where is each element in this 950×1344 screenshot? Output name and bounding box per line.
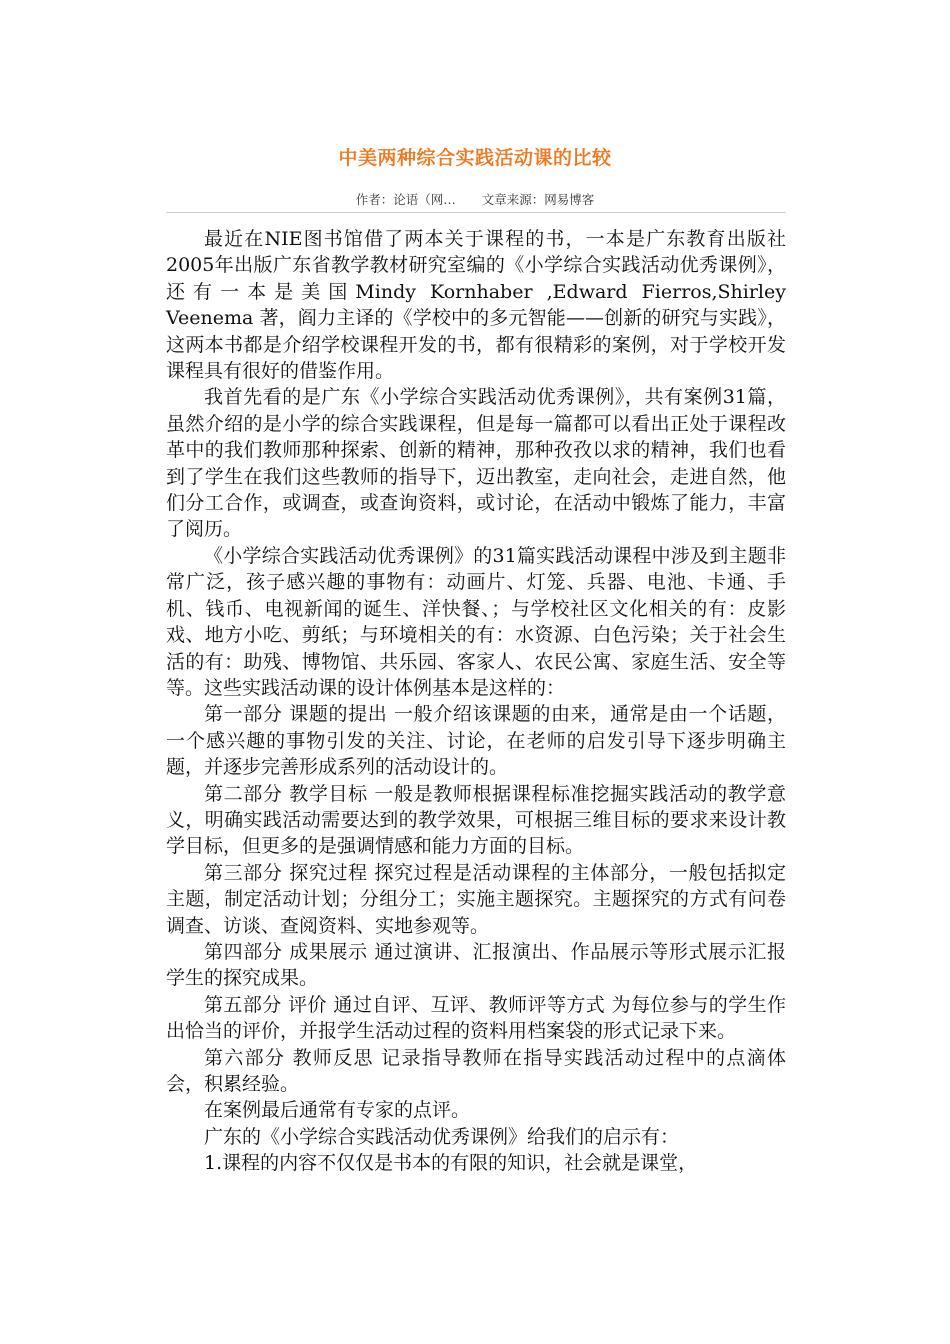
- paragraph-8: 第五部分 评价 通过自评、互评、教师评等方式 为每位参与的学生作出恰当的评价，并报学生活动过程的资料用档案袋的形式记录下来。: [166, 993, 786, 1043]
- article-source: 文章来源：网易博客: [481, 192, 595, 207]
- paragraph-9: 第六部分 教师反思 记录指导教师在指导实践活动过程中的点滴体会，积累经验。: [166, 1046, 786, 1095]
- paragraph-5: 第二部分 教学目标 一般是教师根据课程标准挖掘实践活动的教学意义，明确实践活动需要达到的教学效果，可根据三维目标的要求来设计教学目标，但更多的是强调情感和能力方面的目标。: [166, 782, 786, 858]
- article-meta: [0, 190, 950, 208]
- header-divider: [166, 212, 786, 213]
- paragraph-1: 最近在NIE图书馆借了两本关于课程的书，一本是广东教育出版社2005年出版广东省教学教材研究室编的《小学综合实践活动优秀课例》，还有一本是美国Mindy Kornhaber ,Edward Fierros,Shirley Veenema 著，阎力主译的《学校中的多元智能——创新的研究与实践》，这两本书都是介绍学校课程开发的书，都有很精彩的案例，对于学校开发课程具有很好的借鉴作用。: [166, 228, 786, 383]
- paragraph-11: 广东的《小学综合实践活动优秀课例》给我们的启示有：: [204, 1125, 680, 1148]
- article-body: [166, 226, 786, 1177]
- paragraph-6: 第三部分 探究过程 探究过程是活动课程的主体部分，一般包括拟定主题，制定活动计划；分组分工；实施主题探究。主题探究的方式有问卷调查、访谈、查阅资料、实地参观等。: [166, 861, 786, 937]
- paragraph-12: 1.课程的内容不仅仅是书本的有限的知识，社会就是课堂，: [204, 1152, 698, 1175]
- paragraph-10: 在案例最后通常有专家的点评。: [204, 1099, 471, 1122]
- paragraph-3: 《小学综合实践活动优秀课例》的31篇实践活动课程中涉及到主题非常广泛，孩子感兴趣的事物有：动画片、灯笼、兵器、电池、卡通、手机、钱币、电视新闻的诞生、洋快餐、；与学校社区文化相关的有：皮影戏、地方小吃、剪纸；与环境相关的有：水资源、白色污染；关于社会生活的有：助残、博物馆、共乐园、客家人、农民公寓、家庭生活、安全等等。这些实践活动课的设计体例基本是这样的：: [166, 544, 786, 699]
- paragraph-2: 我首先看的是广东《小学综合实践活动优秀课例》，共有案例31篇，虽然介绍的是小学的综合实践课程，但是每一篇都可以看出正处于课程改革中的我们教师那种探索、创新的精神，那种孜孜以求的精神，我们也看到了学生在我们这些教师的指导下，迈出教室，走向社会，走进自然，他们分工合作，或调查，或查询资料，或讨论，在活动中锻炼了能力，丰富了阅历。: [166, 386, 786, 541]
- paragraph-7: 第四部分 成果展示 通过演讲、汇报演出、作品展示等形式展示汇报学生的探究成果。: [166, 940, 786, 990]
- paragraph-4: 第一部分 课题的提出 一般介绍该课题的由来，通常是由一个话题，一个感兴趣的事物引发的关注、讨论，在老师的启发引导下逐步明确主题，并逐步完善形成系列的活动设计的。: [166, 703, 786, 779]
- article-author: 作者：论语（网…: [355, 192, 456, 207]
- article-title: 中美两种综合实践活动课的比较: [338, 147, 612, 169]
